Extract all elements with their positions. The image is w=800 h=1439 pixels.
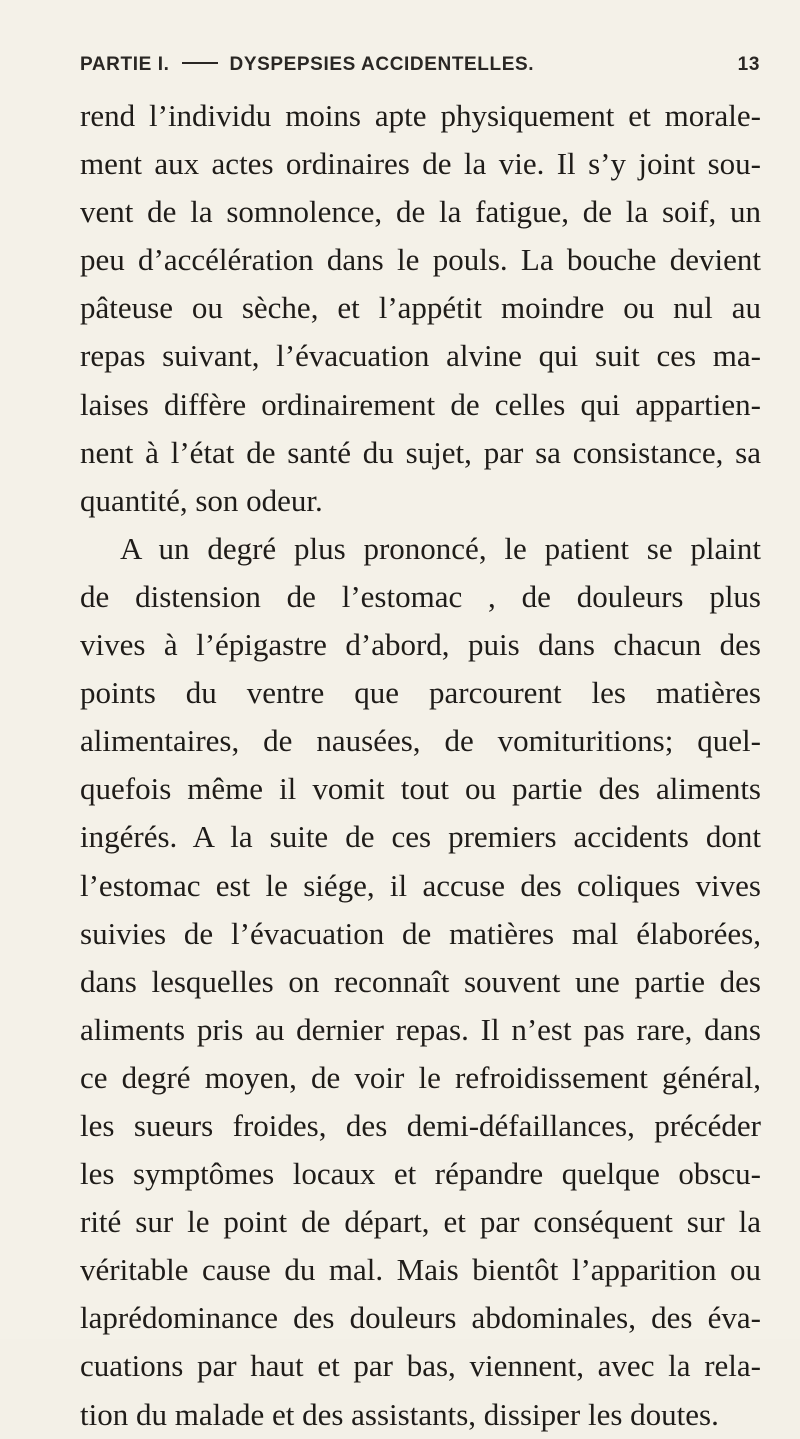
text-line: cuations par haut et par bas, viennent, avec la rela-	[80, 1348, 761, 1384]
header-dash	[182, 62, 218, 64]
running-head	[80, 54, 760, 88]
paragraph-end-line: quantité, son odeur.	[80, 482, 323, 518]
text-line: ment aux actes ordinaires de la vie. Il s’y joint sou-	[80, 146, 761, 182]
text-line: points du ventre que parcourent les matières	[80, 675, 761, 711]
text-line: rité sur le point de départ, et par conséquent sur la	[80, 1204, 761, 1240]
text-line: de distension de l’estomac , de douleurs plus	[80, 578, 761, 614]
text-line: vent de la somnolence, de la fatigue, de la soif, un	[80, 194, 761, 230]
text-line: les symptômes locaux et répandre quelque obscu-	[80, 1156, 761, 1192]
text-line: pâteuse ou sèche, et l’appétit moindre ou nul au	[80, 290, 761, 326]
text-line: quefois même il vomit tout ou partie des aliments	[80, 771, 761, 807]
text-line: nent à l’état de santé du sujet, par sa consistance, sa	[80, 434, 761, 470]
text-line: peu d’accélération dans le pouls. La bouche devient	[80, 242, 761, 278]
chapter-title: DYSPEPSIES ACCIDENTELLES.	[229, 54, 535, 75]
text-line: les sueurs froides, des demi-défaillances, précéder	[80, 1107, 761, 1143]
text-line: dans lesquelles on reconnaît souvent une partie des	[80, 963, 761, 999]
text-line: repas suivant, l’évacuation alvine qui suit ces ma-	[80, 338, 761, 374]
text-line: vives à l’épigastre d’abord, puis dans chacun des	[80, 627, 761, 663]
text-line: tion du malade et des assistants, dissiper les doutes.	[80, 1396, 719, 1432]
text-line: aliments pris au dernier repas. Il n’est pas rare, dans	[80, 1011, 761, 1047]
part-label: PARTIE I.	[80, 54, 170, 75]
text-line: ce degré moyen, de voir le refroidissement général,	[80, 1059, 761, 1095]
text-line: l’estomac est le siége, il accuse des coliques vives	[80, 867, 761, 903]
page-number: 13	[737, 54, 760, 75]
text-line: laprédominance des douleurs abdominales, des éva-	[80, 1300, 761, 1336]
body-text	[80, 92, 761, 1439]
text-line: ingérés. A la suite de ces premiers accidents dont	[80, 819, 761, 855]
text-line: rend l’individu moins apte physiquement et morale-	[80, 98, 761, 133]
text-line: véritable cause du mal. Mais bientôt l’apparition ou	[80, 1252, 761, 1288]
running-head-left	[80, 54, 534, 76]
paragraph-start-line: A un degré plus prononcé, le patient se plaint	[120, 530, 761, 566]
text-line: laises diffère ordinairement de celles qui appartien-	[80, 386, 761, 422]
text-line: suivies de l’évacuation de matières mal élaborées,	[80, 915, 761, 951]
text-line: alimentaires, de nausées, de vomituritions; quel-	[80, 723, 761, 759]
